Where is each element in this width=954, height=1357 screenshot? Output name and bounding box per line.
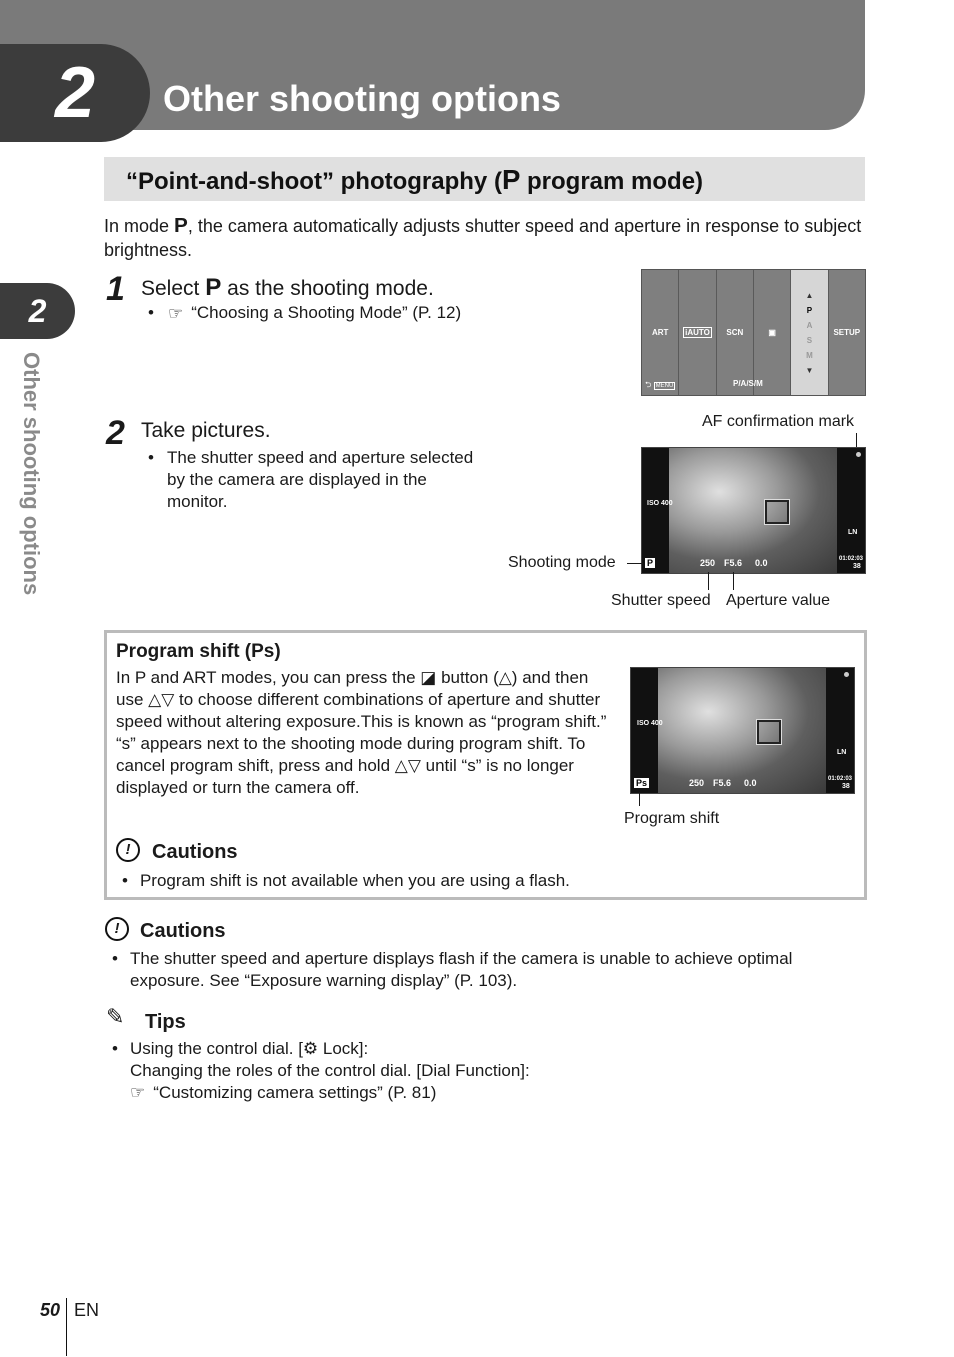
tips-line-1-pre: Using the control dial. [ [130,1039,303,1058]
section-title [126,164,703,196]
p-mode-glyph: P [501,164,521,195]
tips-bullet [112,1038,852,1104]
menu-back-label: MENU [655,383,674,389]
back-arrow-icon: ⮌ [645,380,652,389]
callout-aperture-value: Aperture value [726,592,831,609]
dial-up-arrow: ▲ [805,290,814,300]
section-title-pre: “Point-and-shoot” photography ( [126,168,502,195]
monitor-count: 38 [853,563,861,570]
menu-cell-label: SETUP [833,328,861,337]
callout-line [733,572,734,590]
program-shift-title [116,641,281,663]
tips-line-3 [130,1082,530,1104]
chapter-number: 2 [0,44,150,142]
step-1-text-pre: Select [141,277,206,300]
monitor-quality: LN [848,529,858,536]
dial-down-arrow: ▼ [805,365,814,375]
dial-a: A [806,320,813,330]
bullet-dot: • [148,448,154,467]
reference-hand-icon: ☞ [167,303,184,323]
menu-cell-label: SCN [726,328,744,337]
monitor-shutter: 250 [700,558,716,568]
menu-cell-photo-story [754,270,791,395]
dial-gear-icon: ⚙ [302,1039,319,1058]
tips-line-3-text[interactable]: “Customizing camera settings” (P. 81) [153,1083,437,1102]
ps-title-pre: Program shift ( [116,641,252,662]
ps-caution-bullet [122,870,570,892]
ps-caution-bullet-text: Program shift is not available when you are using a flash. [139,871,570,890]
footer-divider [66,1298,67,1356]
cautions-bullet [112,948,862,992]
monitor-time: 01:02:03 [828,776,853,782]
mode-menu-screen [641,269,866,396]
callout-shooting-mode: Shooting mode [508,554,616,571]
p-mode-glyph: P [174,214,188,237]
menu-back-hint [645,379,675,393]
menu-pasm-hint: P/A/S/M [733,379,763,388]
intro-paragraph [104,214,864,262]
tips-title: Tips [145,1011,186,1033]
step-2-number: 2 [106,414,125,452]
tips-bullet-text [130,1038,530,1104]
monitor-photo [669,448,837,573]
language-label: EN [74,1300,100,1320]
cautions-title: Cautions [140,920,226,942]
monitor-program-shift-mode: Ps [636,778,648,788]
bullet-dot: • [112,949,118,968]
menu-cell-label: iAUTO [685,328,710,337]
section-title-post: program mode) [520,168,704,195]
cautions-bullet-text[interactable]: The shutter speed and aperture displays flash if the camera is unable to achieve optimal exposure. See “Exposure warning display” (P. 103). [130,949,793,990]
step-2-bullet-text: The shutter speed and aperture selected by the camera are displayed in the monitor. [167,448,474,511]
af-confirmation-mark [856,452,861,457]
dial-s: S [806,335,813,345]
af-target-frame [765,500,789,524]
bullet-dot: • [112,1039,118,1058]
bullet-dot: • [148,303,154,322]
callout-af-mark-label: AF confirmation mark [702,413,855,430]
tips-icon: ✎ [106,1004,125,1029]
reference-hand-icon: ☞ [130,1083,146,1102]
callout-af-mark [702,413,854,431]
menu-cell-setup [829,270,865,395]
monitor-exposure: 0.0 [744,778,757,788]
callout-shutter-speed: Shutter speed [611,592,711,609]
callout-line [627,563,643,564]
monitor-iso: ISO 400 [637,720,663,727]
monitor-time: 01:02:03 [839,556,864,562]
af-confirmation-mark [844,672,849,677]
side-chapter-label: Other shooting options [19,352,44,596]
menu-mode-dial [791,270,828,395]
bullet-dot: • [122,871,128,890]
intro-pre: In mode [104,216,175,236]
step-2-bullet [148,447,478,513]
photo-story-icon: ▣ [768,328,776,337]
dial-p: P [806,305,813,315]
step-2-text: Take pictures. [141,419,271,442]
monitor-photo [658,668,826,793]
caution-icon: ! [105,917,129,941]
program-shift-monitor [630,667,855,794]
af-target-frame [757,720,781,744]
side-chapter-tab[interactable]: 2 [0,283,75,339]
monitor-aperture: F5.6 [724,558,743,568]
dial-m: M [806,350,813,360]
callout-line [708,572,709,590]
callout-program-shift: Program shift [624,810,720,827]
step-1-bullet-text[interactable]: “Choosing a Shooting Mode” (P. 12) [191,303,462,322]
ps-caution-title: Cautions [152,841,238,863]
step-1-number: 1 [106,270,125,308]
monitor-shooting-mode: P [647,558,654,568]
intro-post: , the camera automatically adjusts shutter speed and aperture in response to subject brightness. [104,216,862,260]
ps-title-post: ) [274,641,281,662]
monitor-quality: LN [837,749,847,756]
tips-line-1-post: Lock]: [318,1039,369,1058]
monitor-display [641,447,866,574]
step-1-text [141,274,434,302]
menu-cell-art [642,270,679,395]
ps-glyph: Ps [251,641,275,662]
monitor-aperture: F5.6 [713,778,732,788]
program-shift-body: In P and ART modes, you can press the ◪ button (△) and then use △▽ to choose different combinations of aperture and shutter speed without altering exposure.This is known as “program shift.” “s” appears next to the shooting mode during program shift. To cancel program shift, press and hold △▽ until “s” is no longer displayed or turn the camera off. [116,668,607,797]
tips-line-2: Changing the roles of the control dial. [Dial Function]: [130,1061,530,1080]
p-mode-glyph: P [205,274,222,301]
monitor-count: 38 [842,783,850,790]
page-number: 50 [40,1300,61,1320]
monitor-iso: ISO 400 [647,500,673,507]
menu-cell-scn [717,270,754,395]
chapter-title: Other shooting options [163,78,561,119]
caution-icon: ! [116,838,140,862]
tips-line-1 [130,1038,530,1060]
step-1-text-post: as the shooting mode. [221,277,434,300]
step-1-bullet [148,302,461,325]
monitor-exposure: 0.0 [755,558,768,568]
menu-cell-label: ART [651,328,669,337]
callout-line [639,792,640,806]
monitor-shutter: 250 [689,778,705,788]
menu-cell-iauto [679,270,716,395]
